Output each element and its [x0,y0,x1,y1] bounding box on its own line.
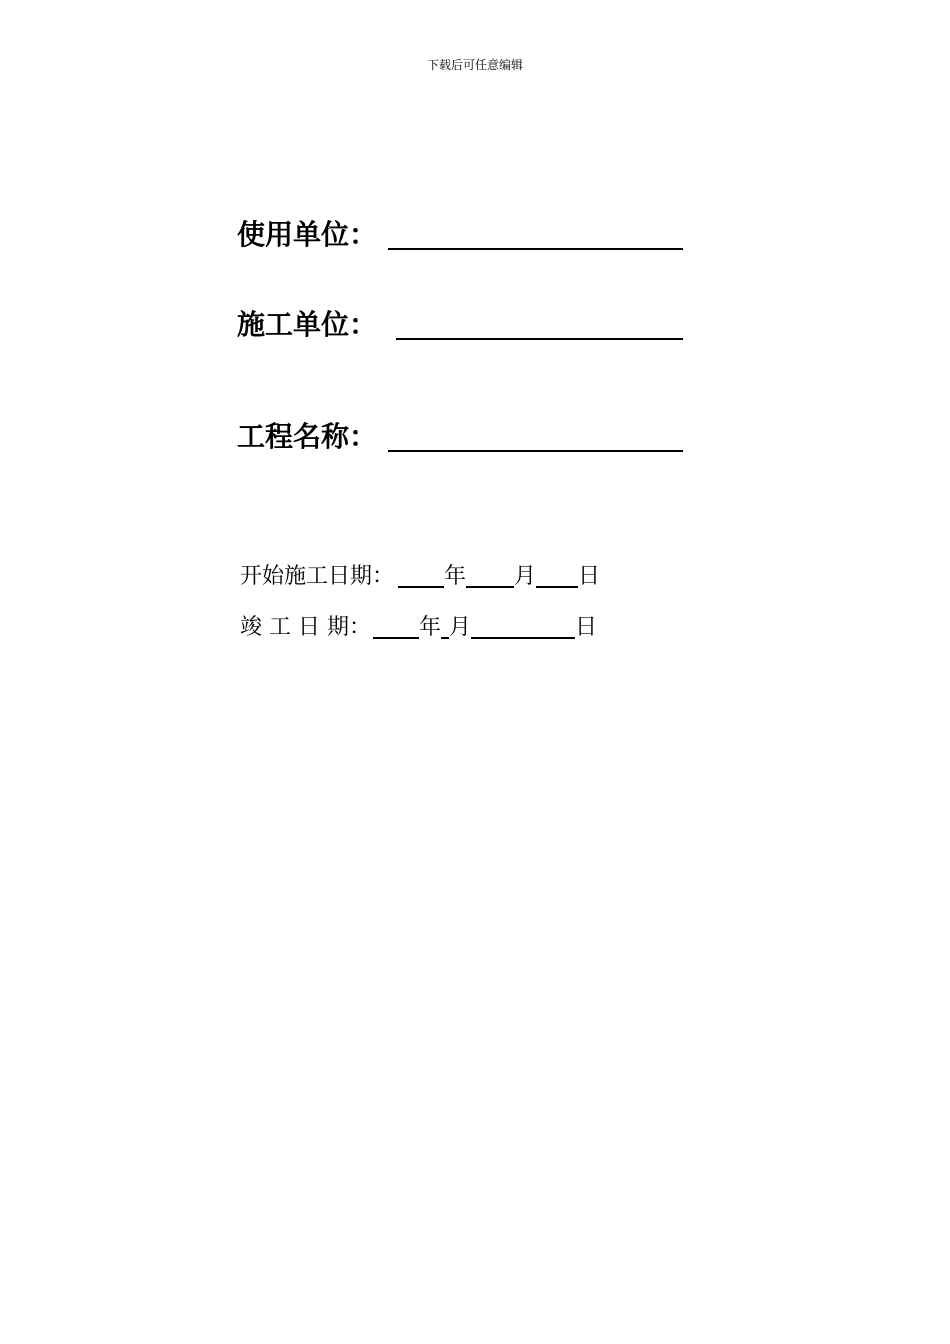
finish-month-blank[interactable] [441,613,449,639]
construction-unit-blank[interactable] [396,308,683,340]
start-date-row [240,562,600,591]
project-name-blank[interactable] [388,420,683,452]
finish-year-unit: 年 [418,615,441,640]
finish-day-unit: 日 [575,615,598,640]
start-month-unit: 月 [514,564,537,589]
start-day-blank[interactable] [536,562,578,588]
project-name-label: 工程名称： [237,420,378,453]
start-year-unit: 年 [444,564,467,589]
user-unit-label: 使用单位： [237,218,378,251]
start-day-unit: 日 [578,564,601,589]
finish-year-blank[interactable] [373,613,419,639]
start-month-blank[interactable] [466,562,514,588]
start-date-label: 开始施工日期： [240,564,395,589]
finish-day-blank[interactable] [471,613,575,639]
finish-month-unit: 月 [449,615,472,640]
project-name-field [237,414,683,454]
header-note: 下载后可任意编辑 [426,58,523,72]
user-unit-blank[interactable] [388,218,683,250]
construction-unit-label: 施工单位： [237,308,378,341]
finish-date-label: 竣 工 日 期： [240,615,371,640]
user-unit-field [237,212,683,252]
start-year-blank[interactable] [398,562,444,588]
finish-date-row [240,613,597,642]
construction-unit-field [237,302,683,342]
